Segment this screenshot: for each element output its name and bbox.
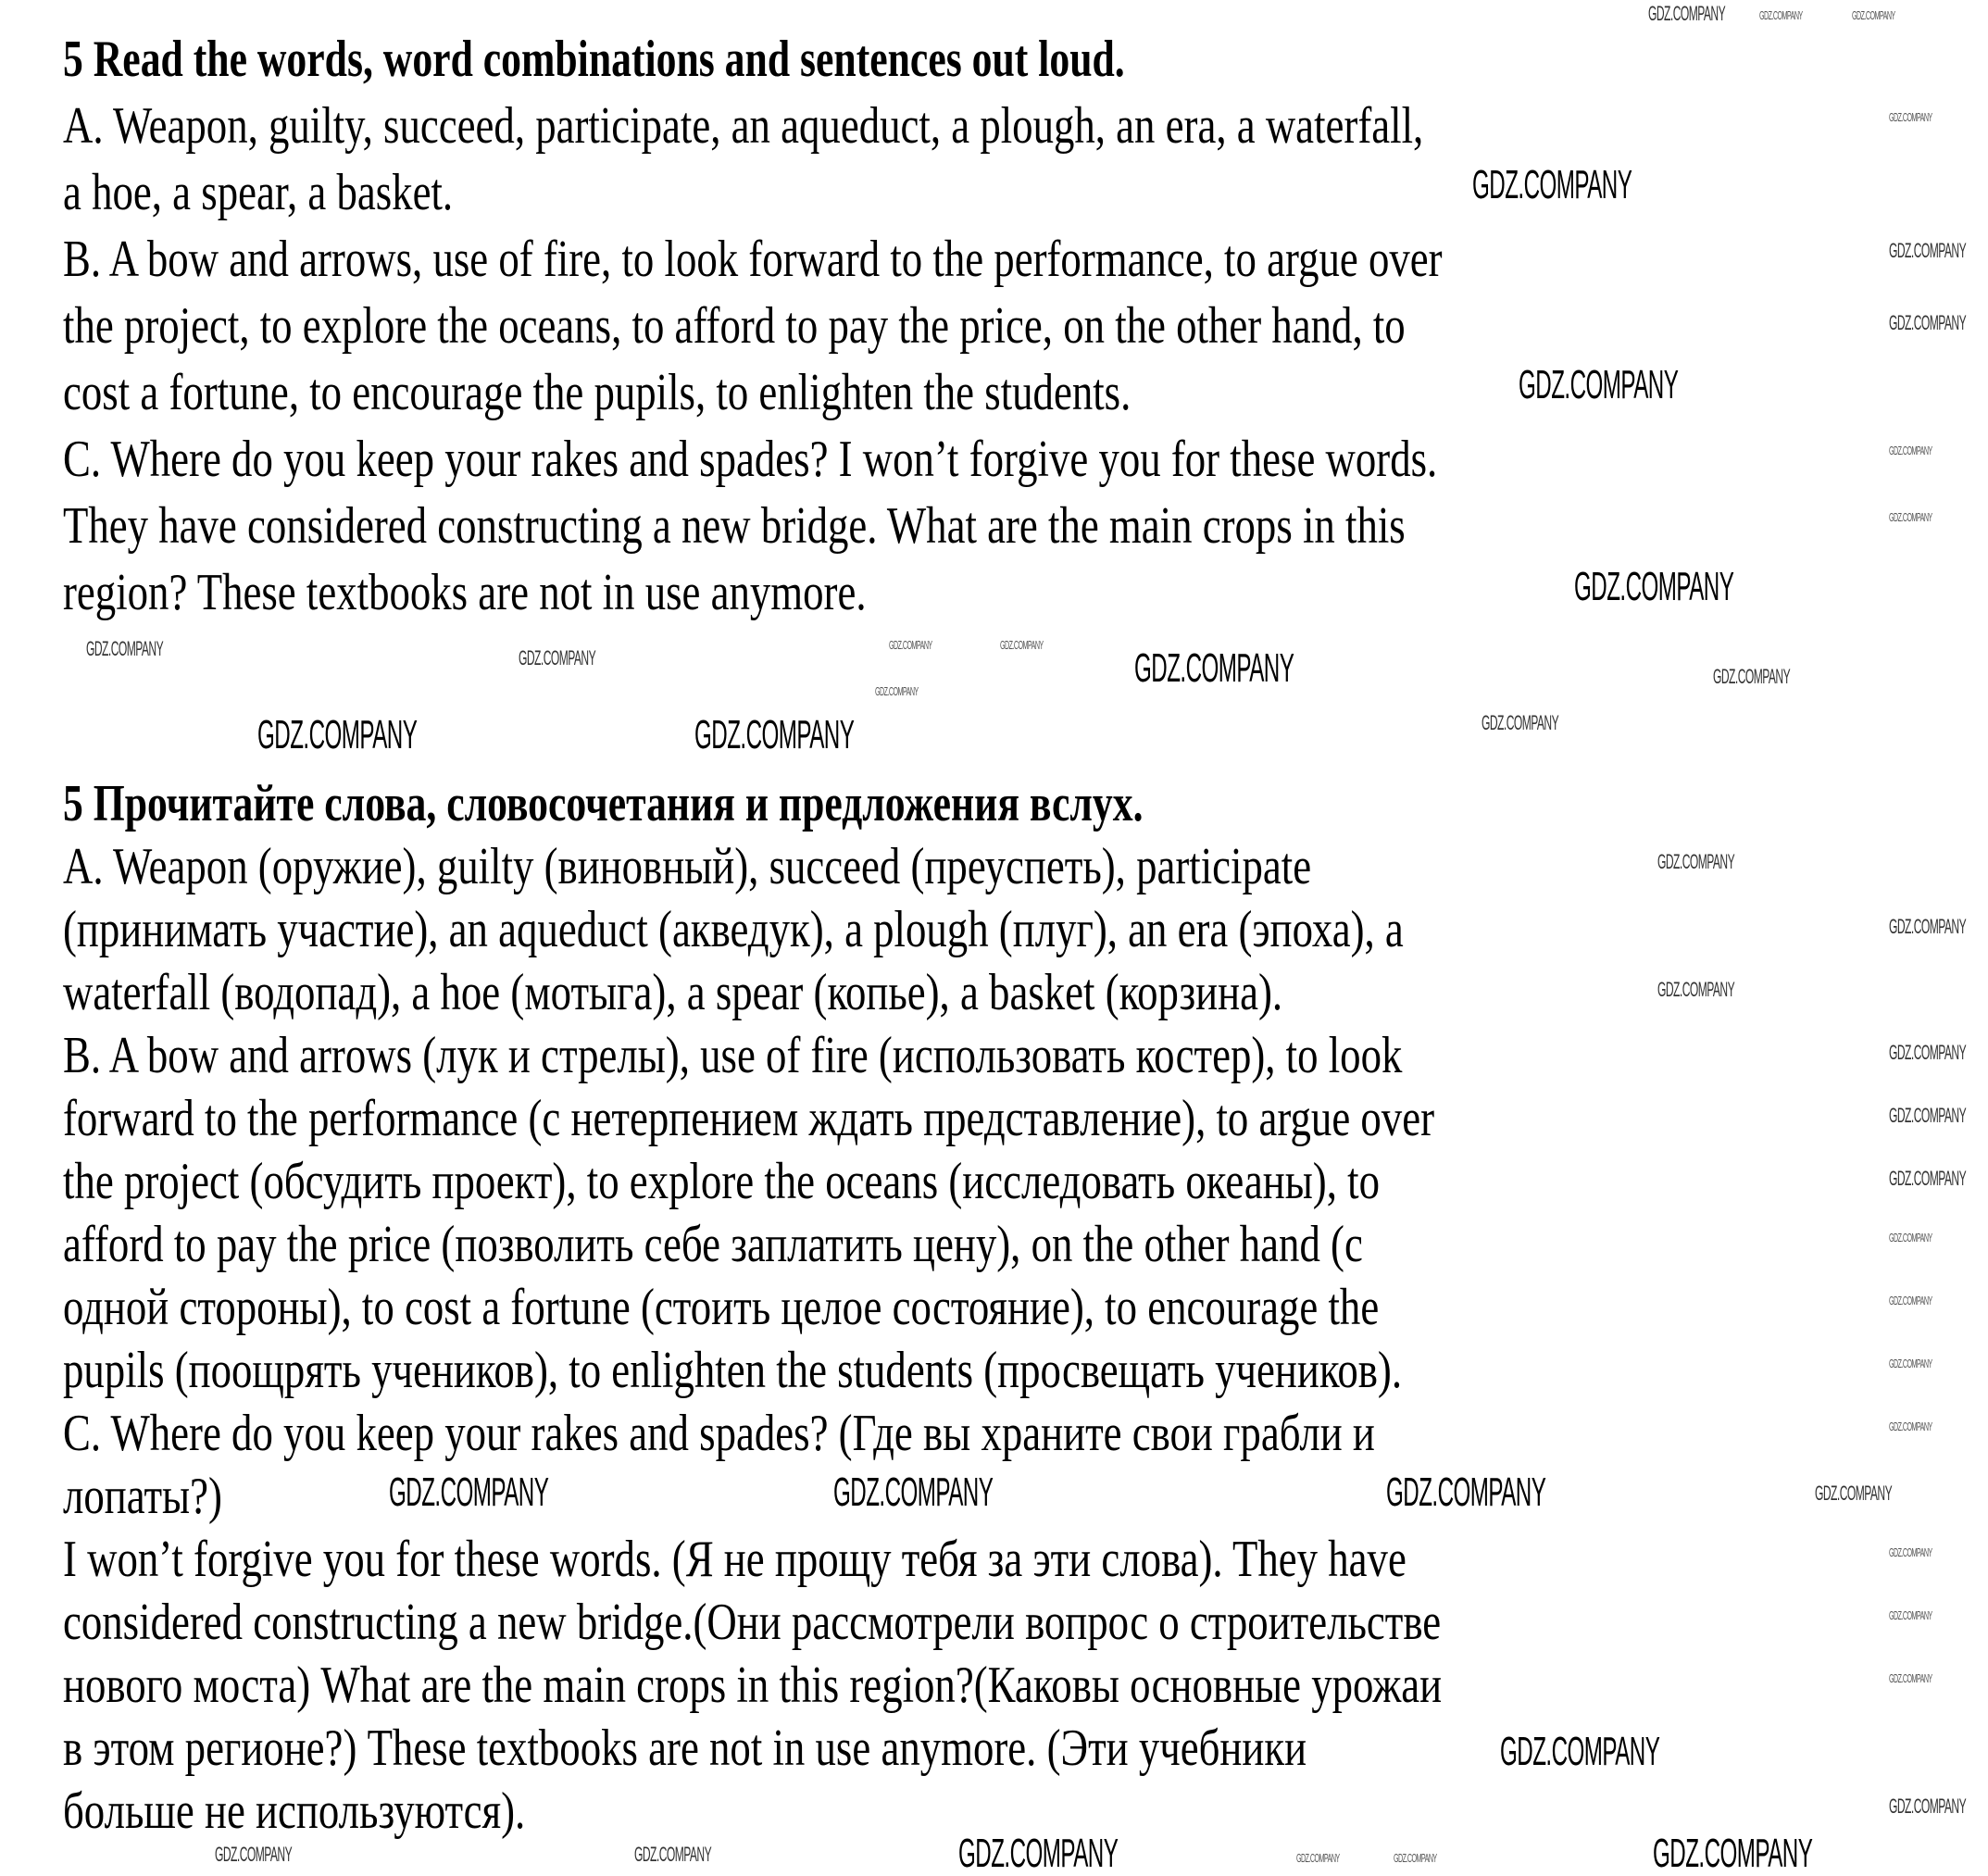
watermark: GDZ.COMPANY (1889, 1167, 1967, 1190)
watermark: GDZ.COMPANY (1889, 1357, 1932, 1370)
watermark: GDZ.COMPANY (1889, 1795, 1967, 1818)
text-line: cost a fortune, to encourage the pupils, to enlighten the students. (63, 364, 1132, 421)
watermark: GDZ.COMPANY (1759, 8, 1803, 22)
watermark: GDZ.COMPANY (1889, 915, 1967, 938)
watermark: GDZ.COMPANY (1889, 444, 1932, 457)
text-line: нового моста) What are the main crops in this region?(Каковы основные урожаи (63, 1657, 1443, 1714)
watermark: GDZ.COMPANY (1713, 665, 1791, 688)
text-line: I won’t forgive you for these words. (Я не прощу тебя за эти слова). They have (63, 1531, 1407, 1588)
watermark: GDZ.COMPANY (1000, 638, 1044, 652)
watermark: GDZ.COMPANY (634, 1843, 712, 1866)
watermark: GDZ.COMPANY (1648, 2, 1726, 25)
text-line: forward to the performance (с нетерпением ждать представление), to argue over (63, 1090, 1435, 1147)
watermark: GDZ.COMPANY (519, 646, 596, 669)
text-line: pupils (поощрять учеников), to enlighten the students (просвещать учеников). (63, 1342, 1403, 1399)
text-line: лопаты?) (63, 1468, 222, 1525)
watermark: GDZ.COMPANY (889, 638, 932, 652)
watermark: GDZ.COMPANY (1889, 1545, 1932, 1559)
watermark: GDZ.COMPANY (958, 1831, 1119, 1876)
watermark: GDZ.COMPANY (1134, 645, 1294, 691)
watermark: GDZ.COMPANY (1815, 1482, 1893, 1505)
watermark: GDZ.COMPANY (1472, 162, 1632, 207)
text-line: C. Where do you keep your rakes and spades? I won’t forgive you for these words. (63, 431, 1438, 488)
text-line: a hoe, a spear, a basket. (63, 164, 454, 221)
watermark: GDZ.COMPANY (1889, 1231, 1932, 1244)
watermark: GDZ.COMPANY (1852, 8, 1895, 22)
watermark: GDZ.COMPANY (86, 637, 164, 660)
text-line: the project, to explore the oceans, to afford to pay the price, on the other hand, to (63, 297, 1406, 355)
watermark: GDZ.COMPANY (1889, 110, 1932, 124)
watermark: GDZ.COMPANY (1386, 1470, 1546, 1515)
text-line: одной стороны), to cost a fortune (стоить целое состояние), to encourage the (63, 1279, 1380, 1336)
exercise-heading-english: 5 Read the words, word combinations and sentences out loud. (63, 31, 1125, 88)
exercise-heading-russian: 5 Прочитайте слова, словосочетания и предложения вслух. (63, 775, 1144, 832)
watermark: GDZ.COMPANY (1889, 1608, 1932, 1622)
text-line: region? These textbooks are not in use anymore. (63, 564, 867, 621)
text-line: (принимать участие), an aqueduct (акведук), a plough (плуг), an era (эпоха), a (63, 901, 1404, 958)
watermark: GDZ.COMPANY (1519, 362, 1679, 407)
watermark: GDZ.COMPANY (1657, 978, 1735, 1001)
watermark: GDZ.COMPANY (1889, 239, 1967, 262)
watermark: GDZ.COMPANY (1500, 1729, 1660, 1774)
watermark: GDZ.COMPANY (1889, 1671, 1932, 1685)
text-line: B. A bow and arrows (лук и стрелы), use of fire (использовать костер), to look (63, 1027, 1403, 1084)
watermark: GDZ.COMPANY (1657, 850, 1735, 873)
text-line: в этом регионе?) These textbooks are not in use anymore. (Эти учебники (63, 1720, 1307, 1777)
watermark: GDZ.COMPANY (1889, 1104, 1967, 1127)
watermark: GDZ.COMPANY (1889, 510, 1932, 524)
watermark: GDZ.COMPANY (875, 684, 919, 698)
watermark: GDZ.COMPANY (257, 712, 418, 757)
text-line: They have considered constructing a new bridge. What are the main crops in this (63, 497, 1406, 555)
text-line: B. A bow and arrows, use of fire, to look forward to the performance, to argue over (63, 231, 1443, 288)
watermark: GDZ.COMPANY (694, 712, 855, 757)
text-line: больше не используются). (63, 1782, 526, 1840)
text-line: afford to pay the price (позволить себе заплатить цену), on the other hand (с (63, 1216, 1363, 1273)
text-line: the project (обсудить проект), to explore the oceans (исследовать океаны), to (63, 1153, 1380, 1210)
watermark: GDZ.COMPANY (1482, 711, 1559, 734)
watermark: GDZ.COMPANY (1889, 1294, 1932, 1307)
text-line: considered constructing a new bridge.(Они рассмотрели вопрос о строительстве (63, 1594, 1442, 1651)
text-line: C. Where do you keep your rakes and spades? (Где вы храните свои грабли и (63, 1405, 1375, 1462)
watermark: GDZ.COMPANY (833, 1470, 994, 1515)
watermark: GDZ.COMPANY (215, 1843, 293, 1866)
text-line: A. Weapon (оружие), guilty (виновный), succeed (преуспеть), participate (63, 838, 1312, 895)
watermark: GDZ.COMPANY (1889, 1041, 1967, 1064)
watermark: GDZ.COMPANY (1889, 311, 1967, 334)
watermark: GDZ.COMPANY (1574, 564, 1734, 609)
watermark: GDZ.COMPANY (1296, 1851, 1340, 1865)
watermark: GDZ.COMPANY (1889, 1420, 1932, 1433)
text-line: A. Weapon, guilty, succeed, participate, an aqueduct, a plough, an era, a waterfall, (63, 97, 1424, 155)
watermark: GDZ.COMPANY (389, 1470, 549, 1515)
watermark: GDZ.COMPANY (1394, 1851, 1437, 1865)
watermark: GDZ.COMPANY (1653, 1831, 1813, 1876)
text-line: waterfall (водопад), a hoe (мотыга), a spear (копье), a basket (корзина). (63, 964, 1283, 1021)
